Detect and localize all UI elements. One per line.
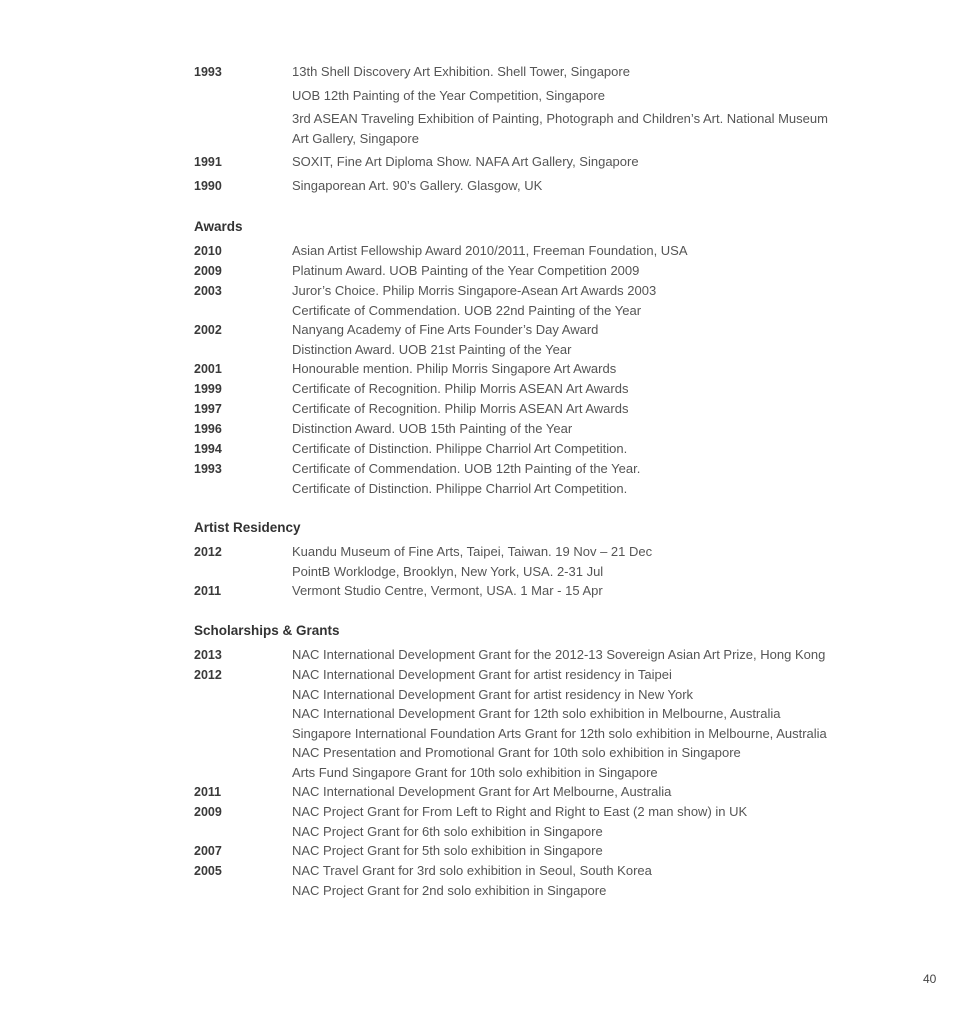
entry-item: 13th Shell Discovery Art Exhibition. Shell Tower, Singapore xyxy=(292,64,630,79)
entry-item: Platinum Award. UOB Painting of the Year Competition 2009 xyxy=(292,263,640,278)
entry-item: NAC International Development Grant for the 2012-13 Sovereign Asian Art Prize, Hong Kong xyxy=(292,647,826,662)
entry-year: 2001 xyxy=(194,362,222,376)
cv-entry xyxy=(194,665,834,782)
entry-year: 2005 xyxy=(194,864,222,878)
entry-items xyxy=(292,379,834,399)
cv-entry xyxy=(194,542,834,581)
entry-item: Certificate of Distinction. Philippe Charriol Art Competition. xyxy=(292,480,628,496)
residency-list xyxy=(194,542,834,601)
entry-items xyxy=(292,439,834,459)
residency-heading: Artist Residency xyxy=(194,520,301,535)
cv-entry xyxy=(194,802,834,841)
entry-year: 1996 xyxy=(194,422,222,436)
cv-page xyxy=(194,60,834,900)
entry-year: 1991 xyxy=(194,155,222,169)
entry-item: Asian Artist Fellowship Award 2010/2011, Freeman Foundation, USA xyxy=(292,243,688,258)
entry-item: Distinction Award. UOB 21st Painting of the Year xyxy=(292,341,572,357)
entry-item: NAC International Development Grant for 12th solo exhibition in Melbourne, Australia xyxy=(292,706,781,721)
cv-entry xyxy=(194,439,834,459)
entry-year: 2002 xyxy=(194,323,222,337)
entry-item: Honourable mention. Philip Morris Singapore Art Awards xyxy=(292,361,617,376)
entry-year: 1993 xyxy=(194,462,222,476)
cv-entry xyxy=(194,459,834,498)
entry-year: 2011 xyxy=(194,584,222,598)
awards-section xyxy=(194,217,834,498)
entry-item: NAC Project Grant for From Left to Right and Right to East (2 man show) in UK xyxy=(292,804,748,819)
entry-item: 3rd ASEAN Traveling Exhibition of Painting, Photograph and Children’s Art. National Museum Art Gallery, Singapore xyxy=(292,111,828,146)
entry-year: 2003 xyxy=(194,284,222,298)
cv-entry xyxy=(194,241,834,261)
cv-entry xyxy=(194,581,834,601)
entry-items xyxy=(292,861,834,900)
entry-items xyxy=(292,150,834,174)
entry-item: PointB Worklodge, Brooklyn, New York, USA. 2-31 Jul xyxy=(292,563,604,579)
entry-items xyxy=(292,320,834,359)
cv-entry xyxy=(194,281,834,320)
entry-year: 2009 xyxy=(194,805,222,819)
entry-items xyxy=(292,399,834,419)
entry-item: Certificate of Recognition. Philip Morris ASEAN Art Awards xyxy=(292,401,629,416)
entry-items xyxy=(292,645,834,665)
entry-item: Nanyang Academy of Fine Arts Founder’s Day Award xyxy=(292,322,599,337)
cv-entry xyxy=(194,782,834,802)
entry-year: 1990 xyxy=(194,178,222,193)
entry-item: NAC Project Grant for 2nd solo exhibition in Singapore xyxy=(292,882,607,898)
entry-item: SOXIT, Fine Art Diploma Show. NAFA Art Gallery, Singapore xyxy=(292,154,639,169)
entry-item: NAC International Development Grant for artist residency in New York xyxy=(292,686,694,702)
entry-item: NAC Project Grant for 5th solo exhibition in Singapore xyxy=(292,843,603,858)
entry-items xyxy=(292,841,834,861)
entry-items xyxy=(292,281,834,320)
awards-heading: Awards xyxy=(194,219,243,234)
entry-item: NAC Presentation and Promotional Grant for 10th solo exhibition in Singapore xyxy=(292,745,741,760)
cv-entry xyxy=(194,399,834,419)
entry-item: Certificate of Recognition. Philip Morris ASEAN Art Awards xyxy=(292,381,629,396)
scholarships-list xyxy=(194,645,834,900)
entry-item: Certificate of Commendation. UOB 12th Painting of the Year. xyxy=(292,461,641,476)
awards-list xyxy=(194,241,834,498)
entry-item: Arts Fund Singapore Grant for 10th solo exhibition in Singapore xyxy=(292,764,658,780)
entry-item: Juror’s Choice. Philip Morris Singapore-Asean Art Awards 2003 xyxy=(292,283,657,298)
entry-year: 2011 xyxy=(194,785,222,799)
entry-items xyxy=(292,459,834,498)
entry-year: 2012 xyxy=(194,545,222,559)
cv-entry xyxy=(194,320,834,359)
cv-entry xyxy=(194,841,834,861)
cv-entry xyxy=(194,150,834,174)
entry-year: 1994 xyxy=(194,442,222,456)
entry-item: Singapore International Foundation Arts Grant for 12th solo exhibition in Melbourne, Australia xyxy=(292,725,827,741)
entry-items xyxy=(292,782,834,802)
entry-year: 1999 xyxy=(194,382,222,396)
entry-items xyxy=(292,359,834,379)
cv-entry xyxy=(194,645,834,665)
entry-year: 2012 xyxy=(194,668,222,682)
entry-item: UOB 12th Painting of the Year Competition, Singapore xyxy=(292,87,605,103)
entry-items xyxy=(292,802,834,841)
entry-year: 2009 xyxy=(194,264,222,278)
cv-entry xyxy=(194,174,834,198)
residency-section xyxy=(194,518,834,601)
entry-item: NAC International Development Grant for artist residency in Taipei xyxy=(292,667,672,682)
entry-item: Singaporean Art. 90’s Gallery. Glasgow, UK xyxy=(292,177,543,193)
entry-item: NAC Travel Grant for 3rd solo exhibition in Seoul, South Korea xyxy=(292,863,652,878)
entry-item: Distinction Award. UOB 15th Painting of the Year xyxy=(292,421,573,436)
entry-items xyxy=(292,174,834,198)
cv-entry xyxy=(194,261,834,281)
entry-items xyxy=(292,581,834,601)
exhibitions-continued-section xyxy=(194,60,834,197)
entry-year: 2013 xyxy=(194,648,222,662)
cv-entry xyxy=(194,379,834,399)
entry-items xyxy=(292,542,834,581)
cv-entry xyxy=(194,861,834,900)
cv-entry xyxy=(194,359,834,379)
entry-year: 2010 xyxy=(194,244,222,258)
entry-item: Vermont Studio Centre, Vermont, USA. 1 Mar - 15 Apr xyxy=(292,583,603,598)
cv-entry xyxy=(194,60,834,150)
entry-item: Certificate of Distinction. Philippe Charriol Art Competition. xyxy=(292,441,628,456)
cv-entry xyxy=(194,419,834,439)
entry-year: 1993 xyxy=(194,65,222,79)
entry-items xyxy=(292,261,834,281)
page-number: 40 xyxy=(923,972,937,986)
scholarships-section xyxy=(194,621,834,900)
entry-items xyxy=(292,241,834,261)
entry-item: Kuandu Museum of Fine Arts, Taipei, Taiwan. 19 Nov – 21 Dec xyxy=(292,544,653,559)
entry-item: NAC Project Grant for 6th solo exhibition in Singapore xyxy=(292,823,603,839)
entry-item: NAC International Development Grant for Art Melbourne, Australia xyxy=(292,784,672,799)
entry-year: 1997 xyxy=(194,402,222,416)
entry-items xyxy=(292,419,834,439)
entry-item: Certificate of Commendation. UOB 22nd Painting of the Year xyxy=(292,302,642,318)
scholarships-heading: Scholarships & Grants xyxy=(194,623,340,638)
entry-items xyxy=(292,60,834,150)
entry-items xyxy=(292,665,834,782)
entry-year: 2007 xyxy=(194,844,222,858)
